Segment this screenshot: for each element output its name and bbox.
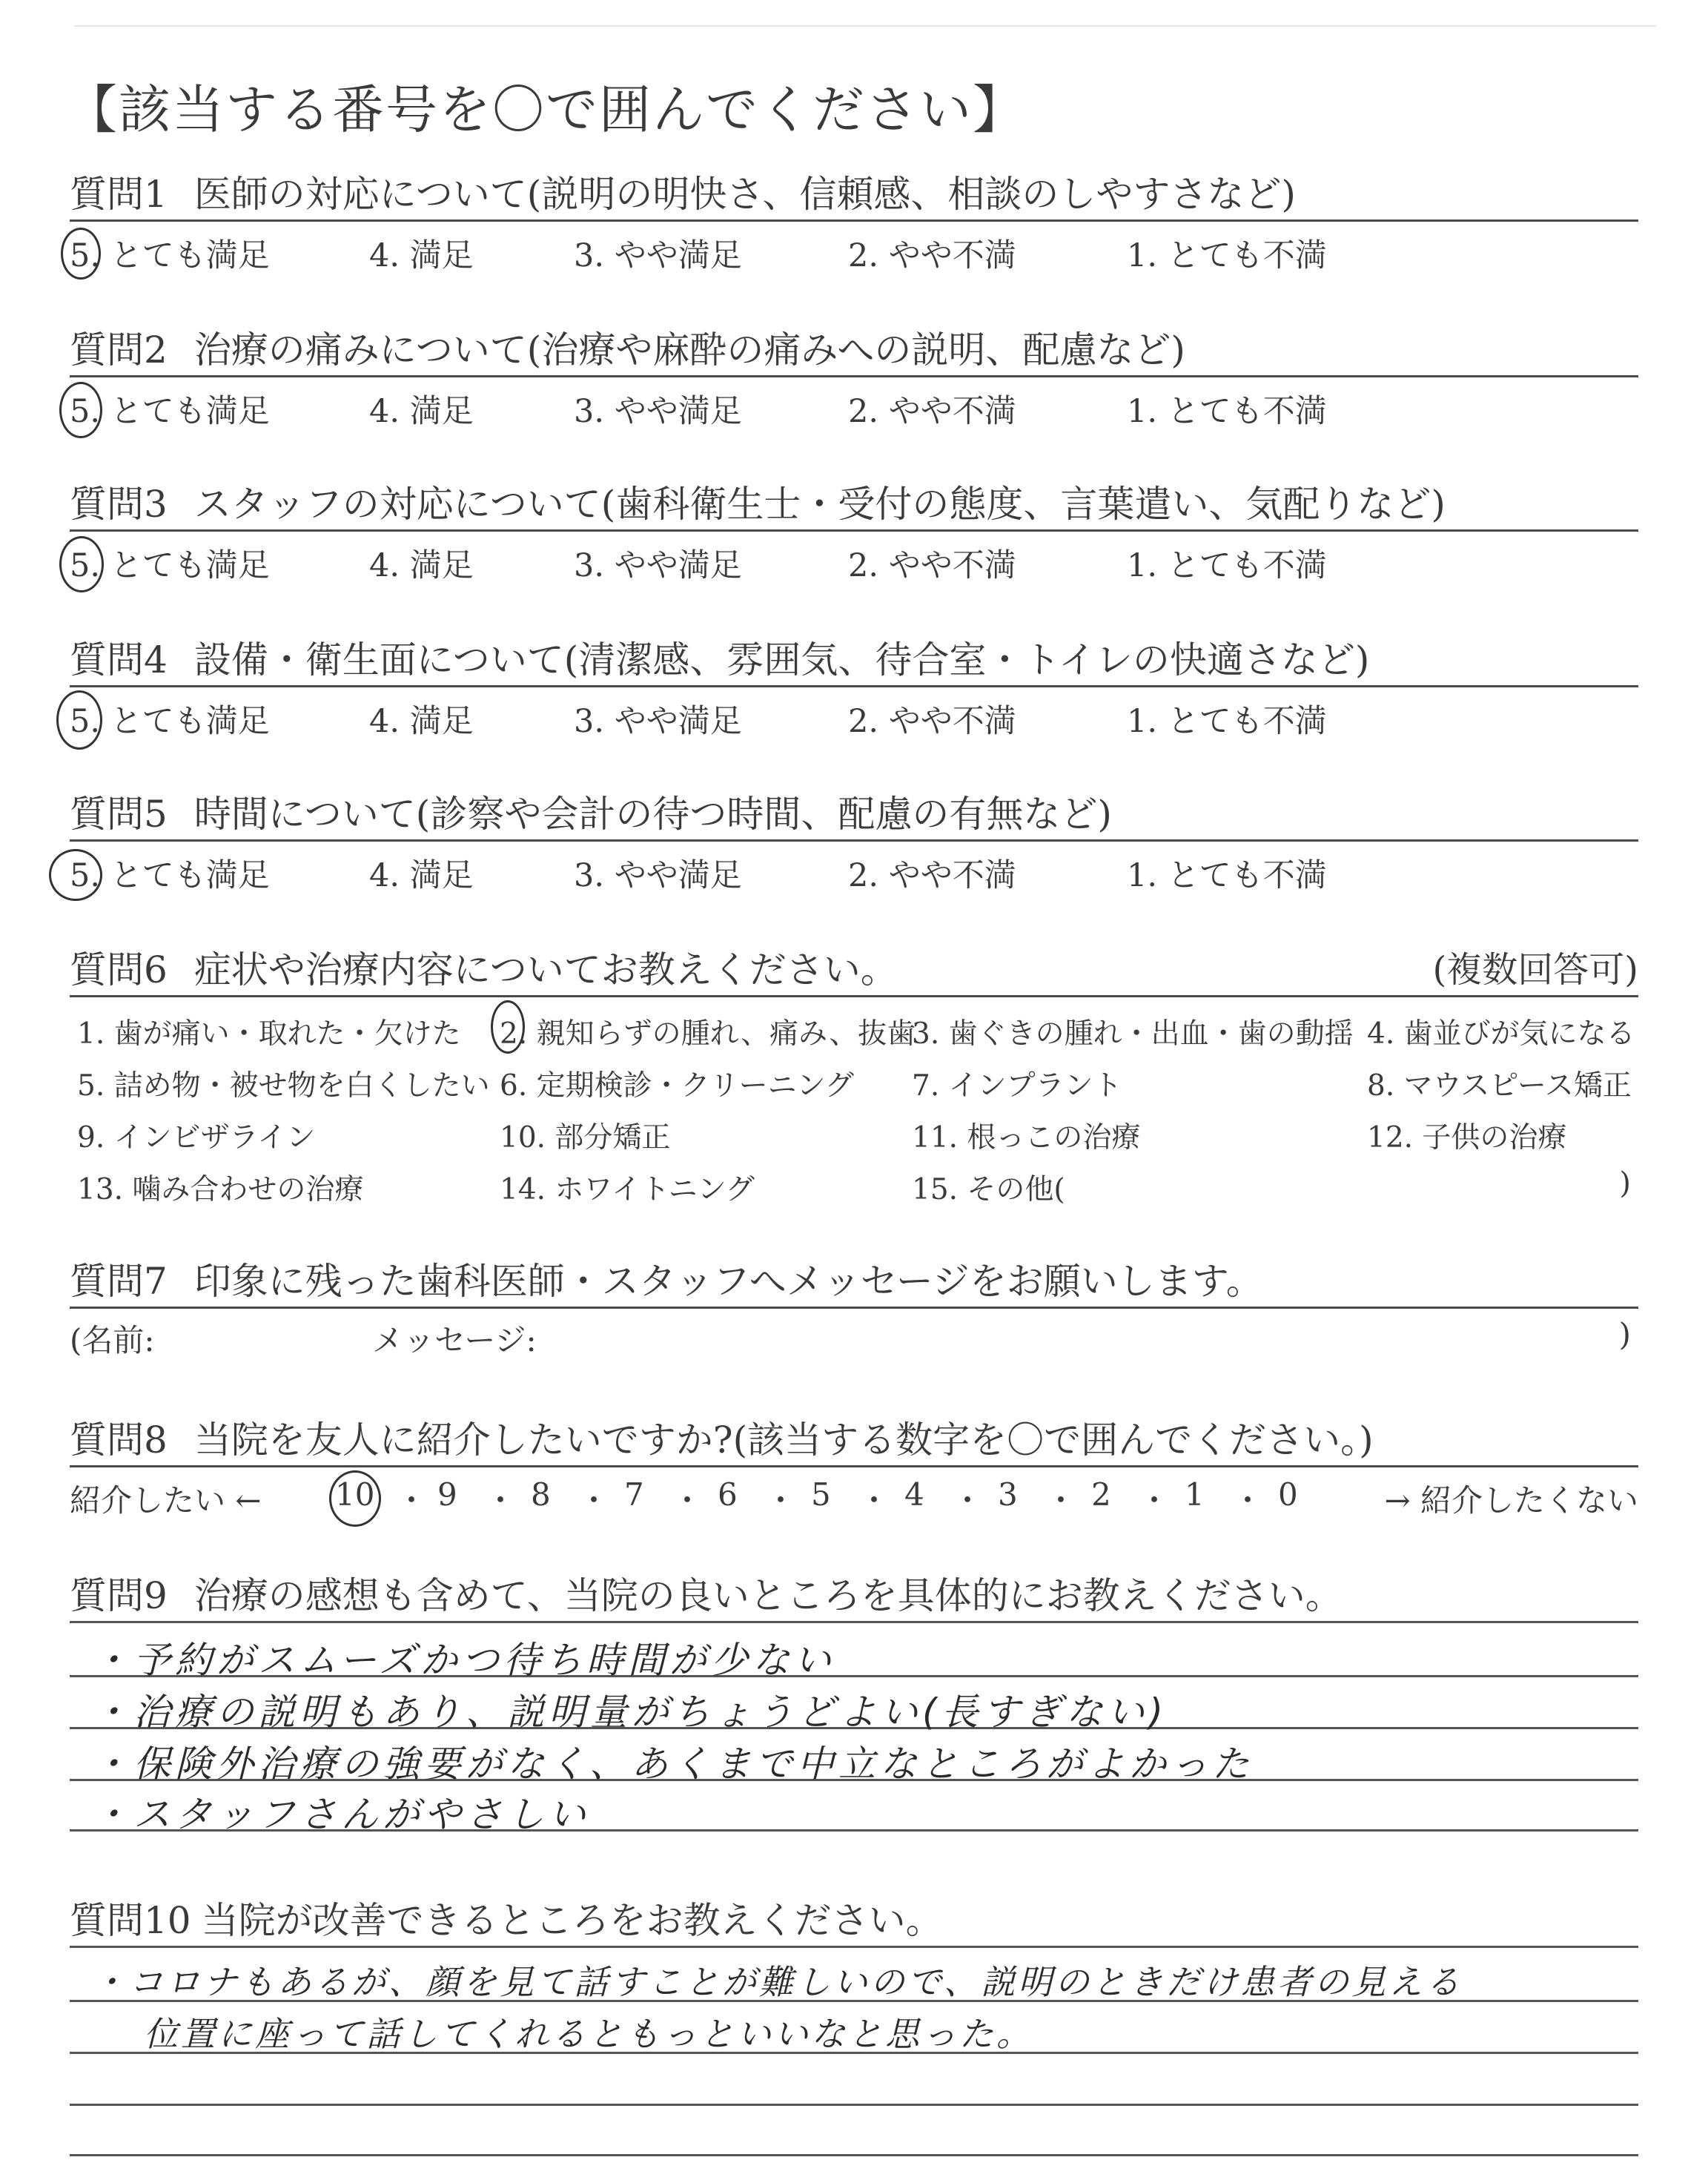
question-text: 当院が改善できるところをお教えください。 xyxy=(201,1899,943,1942)
option-3[interactable]: 3. やや満足 xyxy=(574,393,742,430)
question-number: 質問3 xyxy=(70,483,168,526)
symptom-option[interactable]: 14. ホワイトニング xyxy=(500,1173,755,1206)
question-text: 当院を友人に紹介したいですか?(該当する数字を〇で囲んでください。) xyxy=(193,1418,1374,1462)
handwritten-answer: ・スタッフさんがやさしい xyxy=(92,1793,590,1836)
rating-options xyxy=(70,377,1638,437)
option-3[interactable]: 3. やや満足 xyxy=(574,703,742,740)
scale-value-6[interactable]: 6 xyxy=(718,1476,738,1513)
question-6 xyxy=(70,945,1638,1212)
question-7 xyxy=(70,1256,1638,1361)
symptom-option[interactable]: 5. 詰め物・被せ物を白くしたい xyxy=(77,1069,490,1103)
option-5[interactable]: 5. とても満足 xyxy=(70,547,270,584)
option-4[interactable]: 4. 満足 xyxy=(369,547,474,584)
option-3[interactable]: 3. やや満足 xyxy=(574,547,742,584)
question-text: 時間について(診察や会計の待つ時間、配慮の有無など) xyxy=(193,793,1112,836)
scale-value-2[interactable]: 2 xyxy=(1091,1476,1111,1513)
multiple-answers-note: (複数回答可) xyxy=(1432,949,1638,991)
answer-lines xyxy=(70,1623,1638,1836)
option-5[interactable]: 5. とても満足 xyxy=(70,857,270,894)
symptom-options xyxy=(70,997,1638,1212)
option-1[interactable]: 1. とても不満 xyxy=(1127,237,1327,274)
handwritten-answer: 位置に座って話してくれるともっといいなと思った。 xyxy=(144,2014,1033,2054)
question-number: 質問4 xyxy=(70,638,168,681)
option-2[interactable]: 2. やや不満 xyxy=(848,547,1016,584)
symptom-option[interactable]: 12. 子供の治療 xyxy=(1367,1121,1567,1155)
option-1[interactable]: 1. とても不満 xyxy=(1127,393,1327,430)
question-number: 質問10 xyxy=(70,1899,191,1942)
symptom-option[interactable]: 9. インビザライン xyxy=(77,1121,316,1155)
question-number: 質問5 xyxy=(70,793,168,836)
option-5[interactable]: 5. とても満足 xyxy=(70,393,270,430)
scale-value-7[interactable]: 7 xyxy=(624,1476,644,1513)
option-2[interactable]: 2. やや不満 xyxy=(848,393,1016,430)
question-text: スタッフの対応について(歯科衛生士・受付の態度、言葉遣い、気配りなど) xyxy=(193,483,1446,526)
symptom-option[interactable]: 1. 歯が痛い・取れた・欠けた xyxy=(77,1017,461,1051)
question-8 xyxy=(70,1415,1638,1527)
question-4 xyxy=(70,635,1638,747)
scale-value-4[interactable]: 4 xyxy=(904,1476,924,1513)
option-4[interactable]: 4. 満足 xyxy=(369,237,474,274)
handwritten-answer: ・コロナもあるが、顔を見て話すことが難しいので、説明のときだけ患者の見える xyxy=(92,1962,1463,2002)
question-2 xyxy=(70,325,1638,437)
rating-options xyxy=(70,222,1638,281)
option-2[interactable]: 2. やや不満 xyxy=(848,703,1016,740)
rating-options xyxy=(70,842,1638,901)
recommend-scale: 紹介したい ← 10 ・ 9 ・ 8 ・ 7 ・ 6 ・ 5 ・ 4 ・ 3 ・ 2 ・ 1 ・ 0 → 紹介したくない xyxy=(70,1467,1638,1527)
question-number: 質問8 xyxy=(70,1418,168,1462)
symptom-option[interactable]: 8. マウスピース矯正 xyxy=(1367,1069,1632,1103)
form-title: 【該当する番号を〇で囲んでください】 xyxy=(65,79,1026,140)
handwritten-answer: ・治療の説明もあり、説明量がちょうどよい(長すぎない) xyxy=(92,1691,1168,1734)
option-5[interactable]: 5. とても満足 xyxy=(70,703,270,740)
question-number: 質問6 xyxy=(70,948,168,991)
question-number: 質問2 xyxy=(70,328,168,371)
option-5[interactable]: 5. とても満足 xyxy=(70,237,270,274)
symptom-option[interactable]: 3. 歯ぐきの腫れ・出血・歯の動揺 xyxy=(912,1017,1354,1051)
scale-value-8[interactable]: 8 xyxy=(531,1476,551,1513)
top-border xyxy=(74,25,1656,27)
option-1[interactable]: 1. とても不満 xyxy=(1127,857,1327,894)
answer-lines xyxy=(70,1948,1638,2156)
option-4[interactable]: 4. 満足 xyxy=(369,703,474,740)
name-label: (名前: xyxy=(70,1322,155,1358)
message-label: メッセージ: xyxy=(372,1322,537,1358)
symptom-option[interactable]: 15. その他( xyxy=(912,1173,1065,1206)
handwritten-answer: ・保険外治療の強要がなく、あくまで中立なところがよかった xyxy=(92,1743,1254,1786)
question-10 xyxy=(70,1895,1638,2156)
scale-value-1[interactable]: 1 xyxy=(1185,1476,1205,1513)
question-number: 質問1 xyxy=(70,173,168,216)
question-text: 症状や治療内容についてお教えください。 xyxy=(193,948,898,991)
option-3[interactable]: 3. やや満足 xyxy=(574,237,742,274)
symptom-option[interactable]: 7. インプラント xyxy=(912,1069,1122,1103)
rating-options xyxy=(70,532,1638,591)
option-1[interactable]: 1. とても不満 xyxy=(1127,703,1327,740)
question-number: 質問9 xyxy=(70,1574,168,1617)
question-text: 医師の対応について(説明の明快さ、信頼感、相談のしやすさなど) xyxy=(193,173,1296,216)
option-3[interactable]: 3. やや満足 xyxy=(574,857,742,894)
option-2[interactable]: 2. やや不満 xyxy=(848,857,1016,894)
question-1 xyxy=(70,169,1638,281)
question-5 xyxy=(70,789,1638,901)
option-4[interactable]: 4. 満足 xyxy=(369,393,474,430)
question-text: 設備・衛生面について(清潔感、雰囲気、待合室・トイレの快適さなど) xyxy=(193,638,1370,681)
symptom-option[interactable]: 4. 歯並びが気になる xyxy=(1367,1017,1635,1051)
question-number: 質問7 xyxy=(70,1260,168,1303)
symptom-option[interactable]: 13. 噛み合わせの治療 xyxy=(77,1173,364,1206)
symptom-option[interactable]: 6. 定期検診・クリーニング xyxy=(500,1069,854,1103)
symptom-option[interactable]: 11. 根っこの治療 xyxy=(912,1121,1141,1155)
scale-value-3[interactable]: 3 xyxy=(998,1476,1018,1513)
question-9 xyxy=(70,1571,1638,1836)
scale-value-5[interactable]: 5 xyxy=(811,1476,831,1513)
symptom-option[interactable]: 10. 部分矯正 xyxy=(500,1121,671,1155)
option-4[interactable]: 4. 満足 xyxy=(369,857,474,894)
message-close-paren: ) xyxy=(1618,1316,1631,1353)
option-1[interactable]: 1. とても不満 xyxy=(1127,547,1327,584)
other-close-paren: ) xyxy=(1619,1166,1631,1200)
question-text: 印象に残った歯科医師・スタッフへメッセージをお願いします。 xyxy=(193,1260,1263,1303)
scale-value-9[interactable]: 9 xyxy=(437,1476,457,1513)
question-3 xyxy=(70,479,1638,591)
scale-right-label: → 紹介したくない xyxy=(1384,1482,1638,1519)
question-text: 治療の感想も含めて、当院の良いところを具体的にお教えください。 xyxy=(193,1574,1343,1617)
scale-left-label: 紹介したい ← xyxy=(70,1482,262,1519)
option-2[interactable]: 2. やや不満 xyxy=(848,237,1016,274)
handwritten-answer: ・予約がスムーズかつ待ち時間が少ない xyxy=(92,1639,835,1682)
rating-options xyxy=(70,687,1638,747)
scale-value-0[interactable]: 0 xyxy=(1278,1476,1298,1513)
message-row xyxy=(70,1309,1638,1361)
question-text: 治療の痛みについて(治療や麻酔の痛みへの説明、配慮など) xyxy=(193,328,1185,371)
scale-value-10[interactable]: 10 xyxy=(335,1476,375,1513)
symptom-option[interactable]: 2. 親知らずの腫れ、痛み、抜歯 xyxy=(500,1017,916,1051)
